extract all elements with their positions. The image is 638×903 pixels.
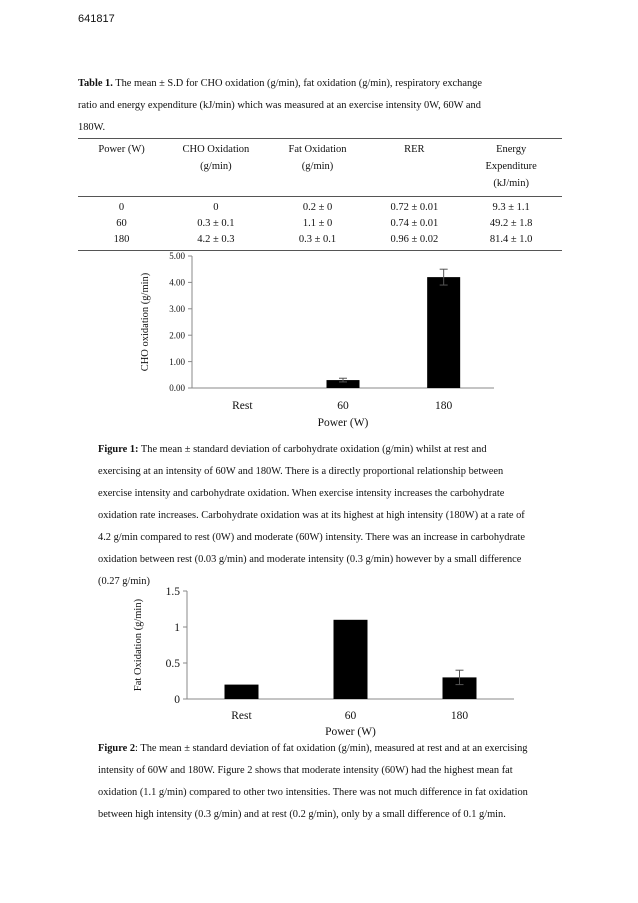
x-tick-label: Rest: [232, 400, 253, 412]
figure2-caption-text: : The mean ± standard deviation of fat oxidation (g/min), measured at rest and at an exercising: [135, 743, 528, 754]
header-energy-line: (kJ/min): [493, 178, 529, 189]
header-fat-line: (g/min): [301, 161, 334, 172]
figure2-caption-label: Figure 2: [98, 743, 136, 754]
figure1-caption-label: Figure 1:: [98, 444, 139, 455]
figure1-caption-line-2: exercising at an intensity of 60W and 180W. There is a directly proportional relationship between: [98, 466, 504, 477]
header-energy-line: Energy: [496, 144, 527, 155]
bar: [225, 685, 259, 699]
x-axis-label: Power (W): [317, 417, 369, 429]
table-cell: 0.74 ± 0.01: [390, 218, 439, 229]
figure2-caption-line-3: oxidation (1.1 g/min) compared to other two intensities. There was not much difference in fat oxidation: [98, 787, 528, 798]
y-tick-label: 1.00: [169, 356, 185, 367]
y-tick-label: 0: [174, 694, 180, 707]
chart-group: [140, 251, 494, 429]
bar: [334, 620, 368, 699]
table-cell: 0.72 ± 0.01: [390, 202, 439, 213]
figure1-caption-line-6: oxidation between rest (0.03 g/min) and moderate intensity (0.3 g/min) however by a small difference: [98, 554, 522, 565]
y-tick-label: 1: [174, 622, 180, 635]
figure2-caption: [98, 738, 568, 826]
figure1-caption-line-7: (0.27 g/min): [98, 576, 150, 587]
y-axis-label: CHO oxidation (g/min): [140, 272, 151, 372]
x-tick-label: 60: [337, 400, 349, 412]
table-cell: 60: [116, 218, 127, 229]
document-id: 641817: [78, 13, 115, 25]
table-cell: 0.3 ± 0.1: [267, 232, 369, 251]
table-caption-text: The mean ± S.D for CHO oxidation (g/min), fat oxidation (g/min), respiratory exchange: [115, 78, 482, 89]
table-cell: 180: [78, 232, 165, 251]
x-tick-label: 60: [344, 710, 357, 722]
table-cell: 9.3 ± 1.1: [492, 202, 530, 213]
y-tick-label: 4.00: [169, 277, 185, 288]
x-tick-label: 180: [435, 400, 453, 412]
y-tick-label: 1.5: [165, 586, 180, 599]
header-fat-line: Fat Oxidation: [288, 144, 347, 155]
figure1-caption: [98, 439, 568, 593]
y-tick-label: 3.00: [169, 303, 185, 314]
table-cell: 4.2 ± 0.3: [165, 232, 267, 251]
y-tick-label: 2.00: [169, 330, 185, 341]
header-energy-line: Expenditure: [485, 161, 537, 172]
x-tick-label: 180: [450, 710, 469, 722]
y-tick-label: 0.00: [169, 383, 185, 394]
y-tick-label: 0.5: [165, 658, 180, 671]
figure2-caption-line-1: [98, 738, 568, 760]
table-caption-line-3: 180W.: [78, 122, 106, 133]
figure2-caption-line-2: intensity of 60W and 180W. Figure 2 shows that moderate intensity (60W) had the highest mean fat: [98, 765, 513, 776]
figure1-caption-line-5: 4.2 g/min compared to rest (0W) and moderate (60W) intensity. There was an increase in carbohydrate: [98, 532, 526, 543]
figure1-caption-line-4: oxidation rate increases. Carbohydrate oxidation was at its highest at high intensity (180W) at a rate of: [98, 510, 525, 521]
table-caption-label: Table 1.: [78, 78, 113, 89]
x-tick-label: Rest: [231, 710, 252, 722]
table-cell: 0.3 ± 0.1: [197, 218, 235, 229]
header-cho-line: CHO Oxidation: [182, 144, 250, 155]
y-tick-label: 5.00: [169, 251, 185, 262]
figure1-caption-text: The mean ± standard deviation of carbohydrate oxidation (g/min) whilst at rest and: [140, 444, 487, 455]
header-power-line: Power (W): [98, 144, 145, 155]
figure1-caption-line-3: exercise intensity and carbohydrate oxidation. When exercise intensity increases the carbohydrate: [98, 488, 505, 499]
table-cell: 0.96 ± 0.02: [368, 232, 460, 251]
table-cell: 0: [118, 202, 125, 213]
table-cell: 0.2 ± 0: [302, 202, 333, 213]
chart-group: [133, 586, 514, 738]
table-cell: 49.2 ± 1.8: [489, 218, 533, 229]
bar: [427, 277, 460, 388]
header-rer-line: RER: [404, 144, 425, 155]
table-cell: 81.4 ± 1.0: [460, 232, 562, 251]
figure1-caption-line-1: [98, 439, 568, 461]
figure2-caption-line-4: between high intensity (0.3 g/min) and at rest (0.2 g/min), only by a small difference of 0.1 g/min.: [98, 809, 506, 820]
table-cell: 1.1 ± 0: [302, 218, 333, 229]
table-cell: 0: [213, 202, 219, 213]
x-axis-label: Power (W): [325, 726, 376, 738]
y-axis-label: Fat Oxidation (g/min): [133, 598, 144, 692]
table-caption-line-2: ratio and energy expenditure (kJ/min) which was measured at an exercise intensity 0W, 60W and: [78, 100, 481, 111]
header-cho-line: (g/min): [200, 161, 232, 172]
